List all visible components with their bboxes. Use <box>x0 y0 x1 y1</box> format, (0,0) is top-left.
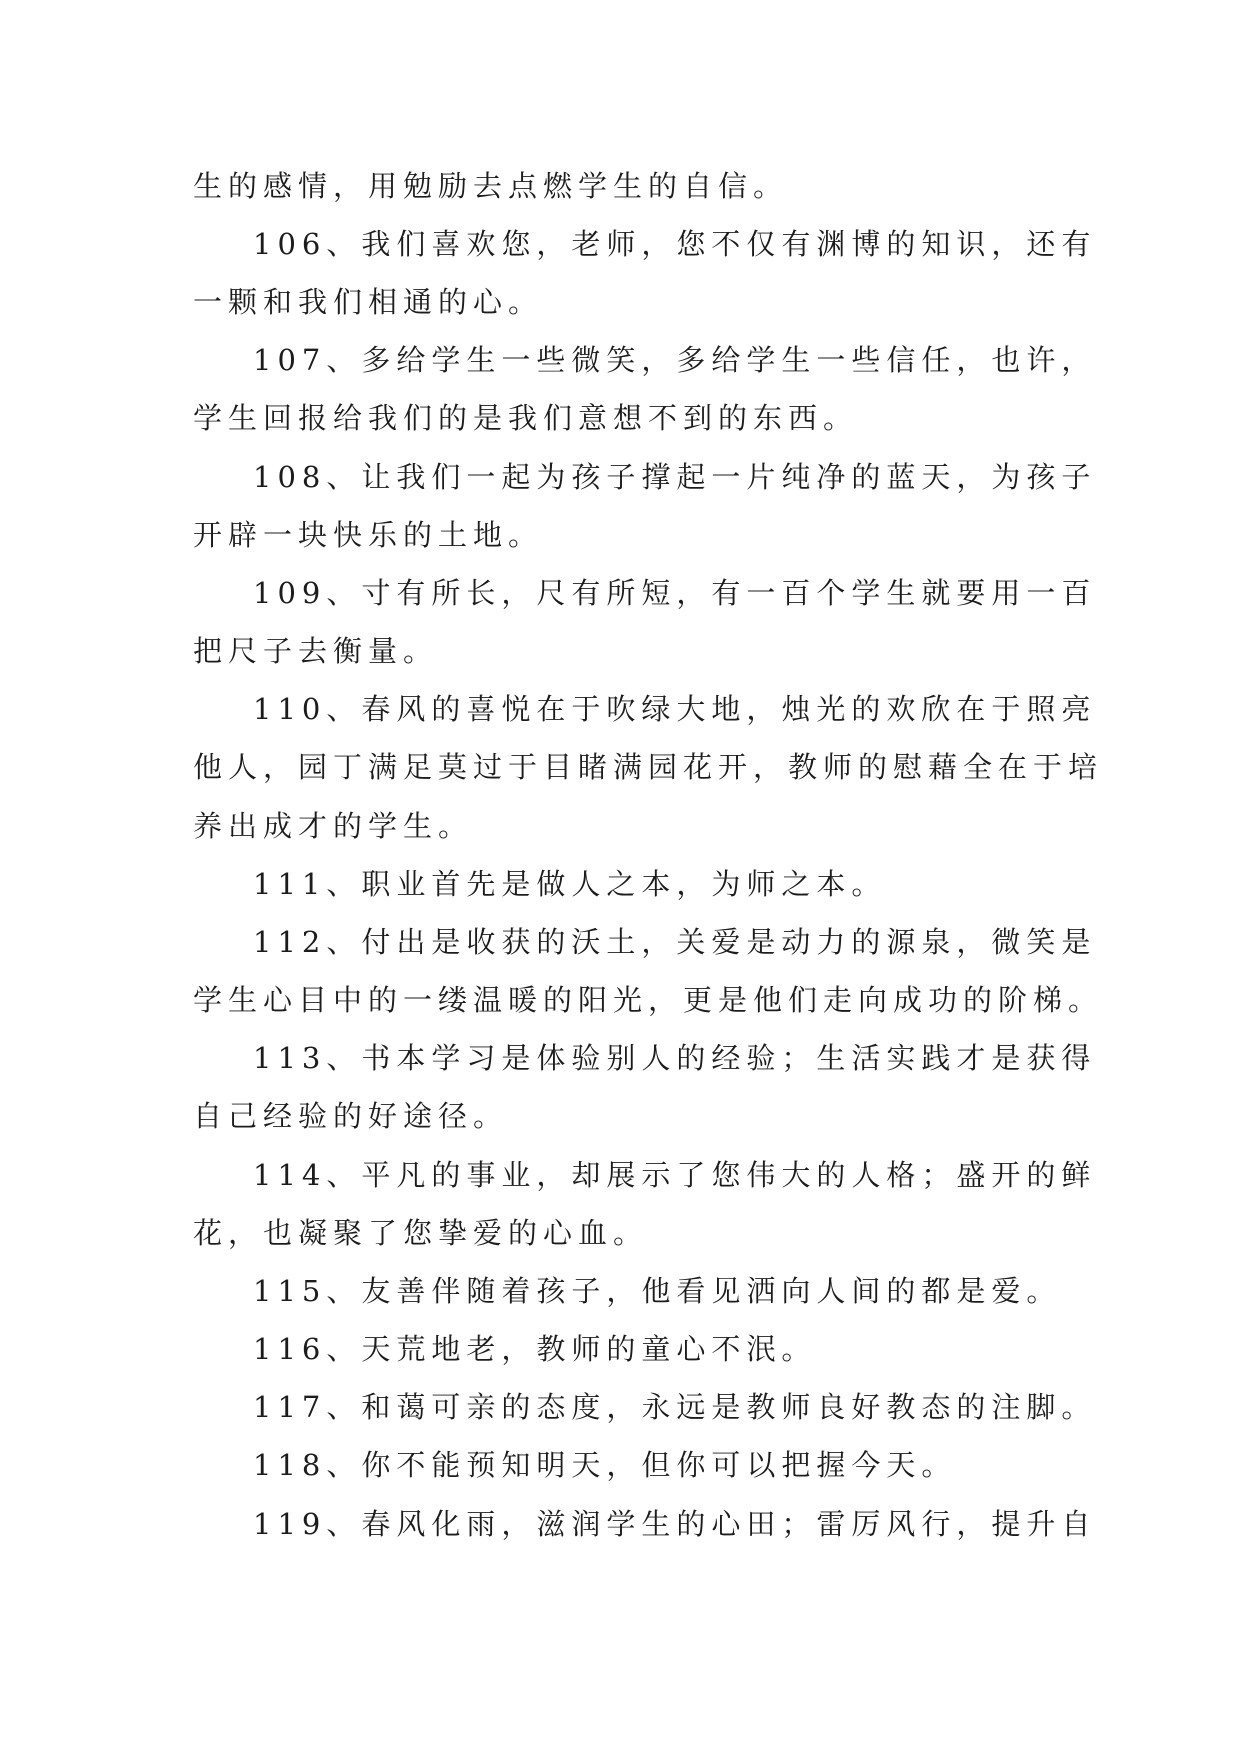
text-line: 107、多给学生一些微笑，多给学生一些信任，也许， <box>253 343 1097 377</box>
text-line: 一颗和我们相通的心。 <box>193 285 544 319</box>
text-line: 112、付出是收获的沃土，关爱是动力的源泉，微笑是 <box>253 925 1097 959</box>
text-line: 106、我们喜欢您，老师，您不仅有渊博的知识，还有 <box>253 227 1097 261</box>
text-line: 113、书本学习是体验别人的经验；生活实践才是获得 <box>253 1041 1097 1075</box>
text-line: 他人，园丁满足莫过于目睹满园花开，教师的慰藉全在于培 <box>193 750 1104 784</box>
text-line: 116、天荒地老，教师的童心不泯。 <box>253 1332 817 1366</box>
text-line: 109、寸有所长，尺有所短，有一百个学生就要用一百 <box>253 576 1097 610</box>
text-line: 花，也凝聚了您挚爱的心血。 <box>193 1216 649 1250</box>
text-line: 117、和蔼可亲的态度，永远是教师良好教态的注脚。 <box>253 1390 1097 1424</box>
text-line: 自己经验的好途径。 <box>193 1099 509 1133</box>
text-line: 110、春风的喜悦在于吹绿大地，烛光的欢欣在于照亮 <box>253 692 1097 726</box>
text-line: 养出成才的学生。 <box>193 809 474 843</box>
text-line: 114、平凡的事业，却展示了您伟大的人格；盛开的鲜 <box>253 1158 1097 1192</box>
text-line: 119、春风化雨，滋润学生的心田；雷厉风行，提升自 <box>253 1507 1097 1541</box>
text-line: 111、职业首先是做人之本，为师之本。 <box>253 867 887 901</box>
text-line: 学生回报给我们的是我们意想不到的东西。 <box>193 401 859 435</box>
text-line: 开辟一块快乐的土地。 <box>193 518 544 552</box>
text-line: 118、你不能预知明天，但你可以把握今天。 <box>253 1448 957 1482</box>
text-line: 把尺子去衡量。 <box>193 634 439 668</box>
text-line: 生的感情，用勉励去点燃学生的自信。 <box>193 169 789 203</box>
text-line: 115、友善伴随着孩子，他看见洒向人间的都是爱。 <box>253 1274 1062 1308</box>
text-line: 学生心目中的一缕温暖的阳光，更是他们走向成功的阶梯。 <box>193 983 1104 1017</box>
text-line: 108、让我们一起为孩子撑起一片纯净的蓝天，为孩子 <box>253 460 1097 494</box>
